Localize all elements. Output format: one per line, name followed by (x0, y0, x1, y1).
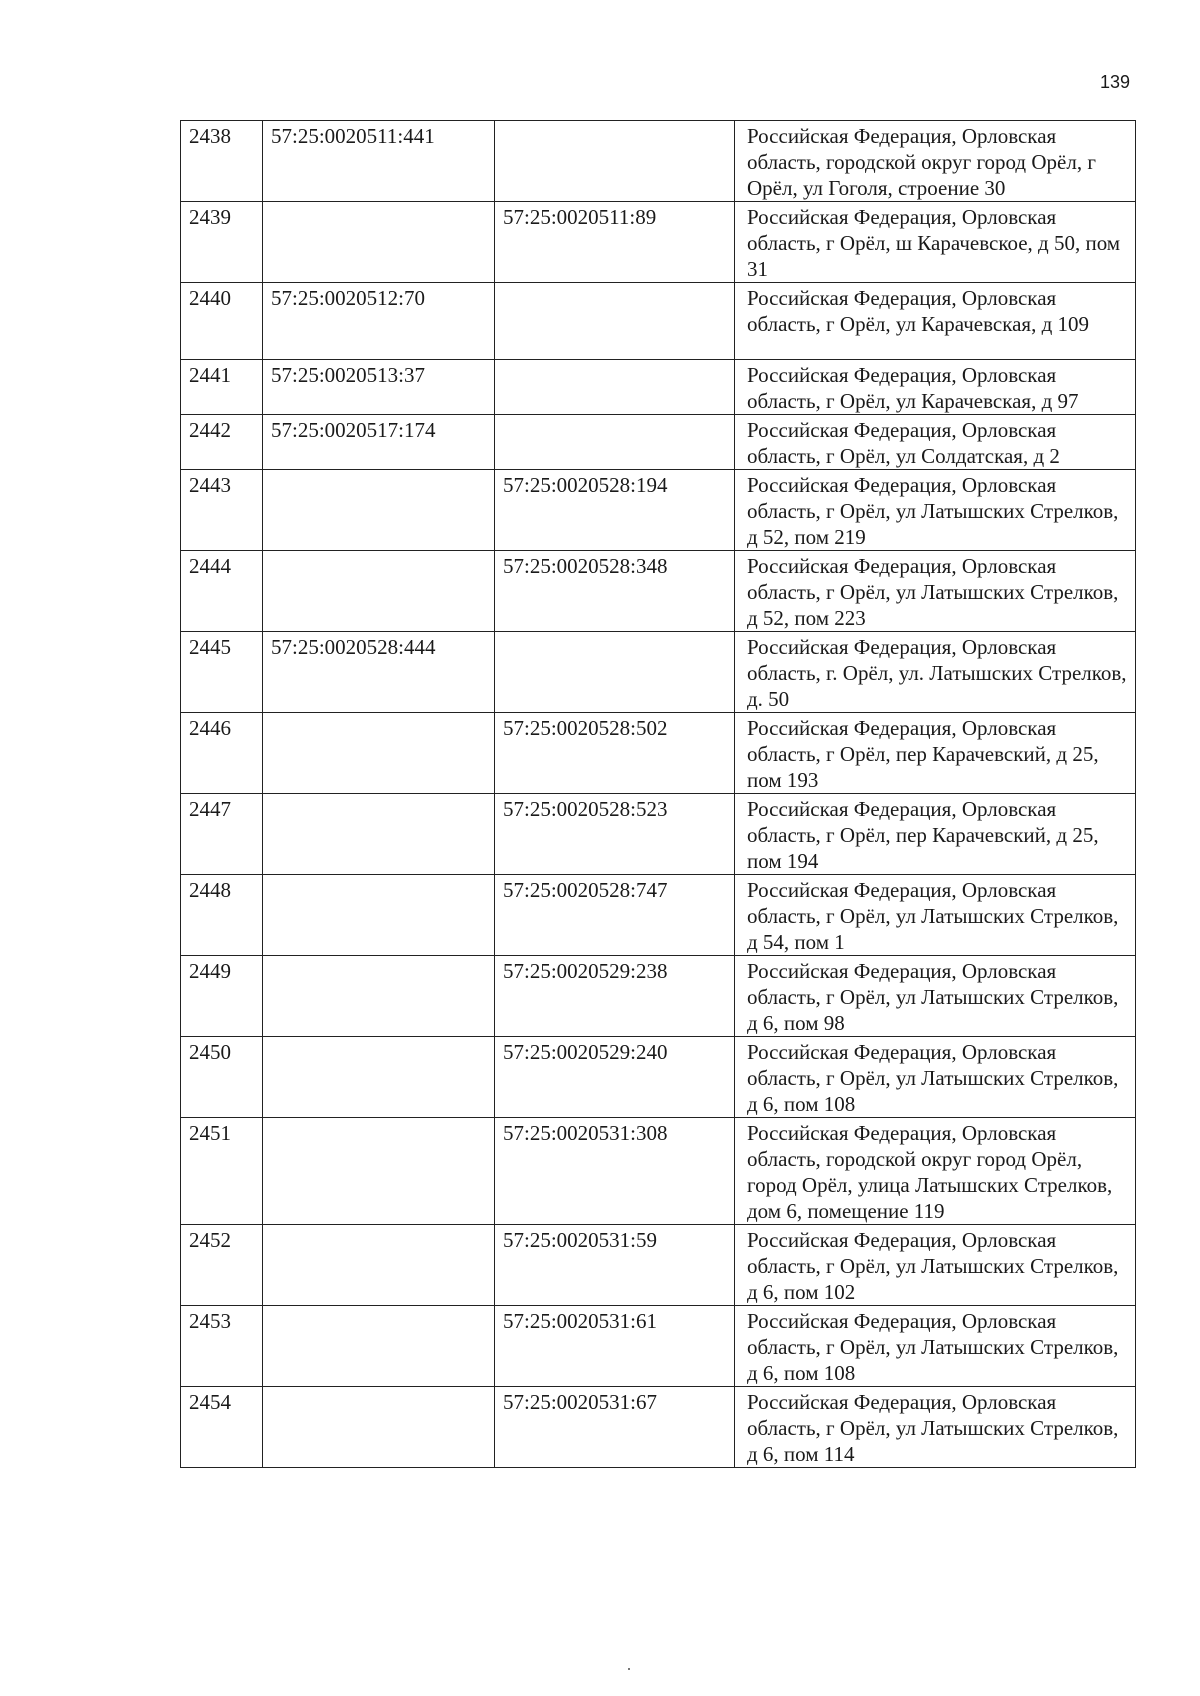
related-cadastral-number-cell: 57:25:0020531:59 (495, 1225, 735, 1306)
cadastral-number-cell (263, 470, 495, 551)
related-cadastral-number-cell (495, 283, 735, 360)
table-row (181, 360, 1136, 415)
related-cadastral-number-cell: 57:25:0020529:238 (495, 956, 735, 1037)
cadastral-number-cell: 57:25:0020528:444 (263, 632, 495, 713)
cadastral-number-cell: 57:25:0020511:441 (263, 121, 495, 202)
table-body (181, 121, 1136, 1468)
address-cell: Российская Федерация, Орловская область, г Орёл, ул Карачевская, д 109 (735, 283, 1136, 360)
property-register-table (180, 120, 1136, 1468)
row-number-cell: 2444 (181, 551, 263, 632)
cadastral-number-cell (263, 1037, 495, 1118)
address-cell: Российская Федерация, Орловская область, г Орёл, ул Латышских Стрелков, д 6, пом 114 (735, 1387, 1136, 1468)
row-number-cell: 2449 (181, 956, 263, 1037)
row-number-cell: 2450 (181, 1037, 263, 1118)
related-cadastral-number-cell: 57:25:0020528:348 (495, 551, 735, 632)
scan-dot (628, 1668, 630, 1670)
related-cadastral-number-cell: 57:25:0020531:308 (495, 1118, 735, 1225)
table-row (181, 1225, 1136, 1306)
cadastral-number-cell (263, 1225, 495, 1306)
cadastral-number-cell: 57:25:0020513:37 (263, 360, 495, 415)
address-cell: Российская Федерация, Орловская область, городской округ город Орёл, г Орёл, ул Гоголя, строение 30 (735, 121, 1136, 202)
table-row (181, 956, 1136, 1037)
address-cell: Российская Федерация, Орловская область, городской округ город Орёл, город Орёл, улица Латышских Стрелков, дом 6, помещение 119 (735, 1118, 1136, 1225)
table-row (181, 875, 1136, 956)
cadastral-number-cell (263, 1387, 495, 1468)
cadastral-number-cell (263, 713, 495, 794)
row-number-cell: 2441 (181, 360, 263, 415)
table-row (181, 794, 1136, 875)
related-cadastral-number-cell (495, 415, 735, 470)
address-cell: Российская Федерация, Орловская область, г Орёл, ул Латышских Стрелков, д 52, пом 223 (735, 551, 1136, 632)
row-number-cell: 2442 (181, 415, 263, 470)
table-row (181, 202, 1136, 283)
row-number-cell: 2446 (181, 713, 263, 794)
address-cell: Российская Федерация, Орловская область, г. Орёл, ул. Латышских Стрелков, д. 50 (735, 632, 1136, 713)
table-row (181, 632, 1136, 713)
address-cell: Российская Федерация, Орловская область, г Орёл, ул Латышских Стрелков, д 6, пом 98 (735, 956, 1136, 1037)
cadastral-number-cell (263, 551, 495, 632)
related-cadastral-number-cell (495, 121, 735, 202)
cadastral-number-cell (263, 875, 495, 956)
table-row (181, 1306, 1136, 1387)
related-cadastral-number-cell: 57:25:0020528:502 (495, 713, 735, 794)
related-cadastral-number-cell: 57:25:0020529:240 (495, 1037, 735, 1118)
address-cell: Российская Федерация, Орловская область, г Орёл, пер Карачевский, д 25, пом 193 (735, 713, 1136, 794)
cadastral-number-cell (263, 956, 495, 1037)
table-row (181, 551, 1136, 632)
table-row (181, 1118, 1136, 1225)
related-cadastral-number-cell (495, 360, 735, 415)
related-cadastral-number-cell (495, 632, 735, 713)
cadastral-number-cell: 57:25:0020517:174 (263, 415, 495, 470)
cadastral-number-cell (263, 794, 495, 875)
address-cell: Российская Федерация, Орловская область, г Орёл, ул Латышских Стрелков, д 6, пом 102 (735, 1225, 1136, 1306)
table-row (181, 470, 1136, 551)
cadastral-number-cell: 57:25:0020512:70 (263, 283, 495, 360)
related-cadastral-number-cell: 57:25:0020528:747 (495, 875, 735, 956)
row-number-cell: 2438 (181, 121, 263, 202)
related-cadastral-number-cell: 57:25:0020528:523 (495, 794, 735, 875)
related-cadastral-number-cell: 57:25:0020528:194 (495, 470, 735, 551)
related-cadastral-number-cell: 57:25:0020511:89 (495, 202, 735, 283)
related-cadastral-number-cell: 57:25:0020531:67 (495, 1387, 735, 1468)
table-row (181, 415, 1136, 470)
row-number-cell: 2439 (181, 202, 263, 283)
row-number-cell: 2440 (181, 283, 263, 360)
row-number-cell: 2452 (181, 1225, 263, 1306)
address-cell: Российская Федерация, Орловская область, г Орёл, ш Карачевское, д 50, пом 31 (735, 202, 1136, 283)
address-cell: Российская Федерация, Орловская область, г Орёл, ул Латышских Стрелков, д 54, пом 1 (735, 875, 1136, 956)
row-number-cell: 2445 (181, 632, 263, 713)
row-number-cell: 2443 (181, 470, 263, 551)
related-cadastral-number-cell: 57:25:0020531:61 (495, 1306, 735, 1387)
page-number: 139 (1100, 72, 1131, 92)
cadastral-number-cell (263, 1306, 495, 1387)
table-row (181, 713, 1136, 794)
address-cell: Российская Федерация, Орловская область, г Орёл, ул Солдатская, д 2 (735, 415, 1136, 470)
row-number-cell: 2448 (181, 875, 263, 956)
address-cell: Российская Федерация, Орловская область, г Орёл, пер Карачевский, д 25, пом 194 (735, 794, 1136, 875)
table-row (181, 121, 1136, 202)
table-row (181, 1037, 1136, 1118)
address-cell: Российская Федерация, Орловская область, г Орёл, ул Латышских Стрелков, д 52, пом 219 (735, 470, 1136, 551)
cadastral-number-cell (263, 1118, 495, 1225)
table-row (181, 283, 1136, 360)
address-cell: Российская Федерация, Орловская область, г Орёл, ул Латышских Стрелков, д 6, пом 108 (735, 1037, 1136, 1118)
table-row (181, 1387, 1136, 1468)
row-number-cell: 2447 (181, 794, 263, 875)
row-number-cell: 2454 (181, 1387, 263, 1468)
cadastral-number-cell (263, 202, 495, 283)
row-number-cell: 2451 (181, 1118, 263, 1225)
address-cell: Российская Федерация, Орловская область, г Орёл, ул Латышских Стрелков, д 6, пом 108 (735, 1306, 1136, 1387)
row-number-cell: 2453 (181, 1306, 263, 1387)
address-cell: Российская Федерация, Орловская область, г Орёл, ул Карачевская, д 97 (735, 360, 1136, 415)
